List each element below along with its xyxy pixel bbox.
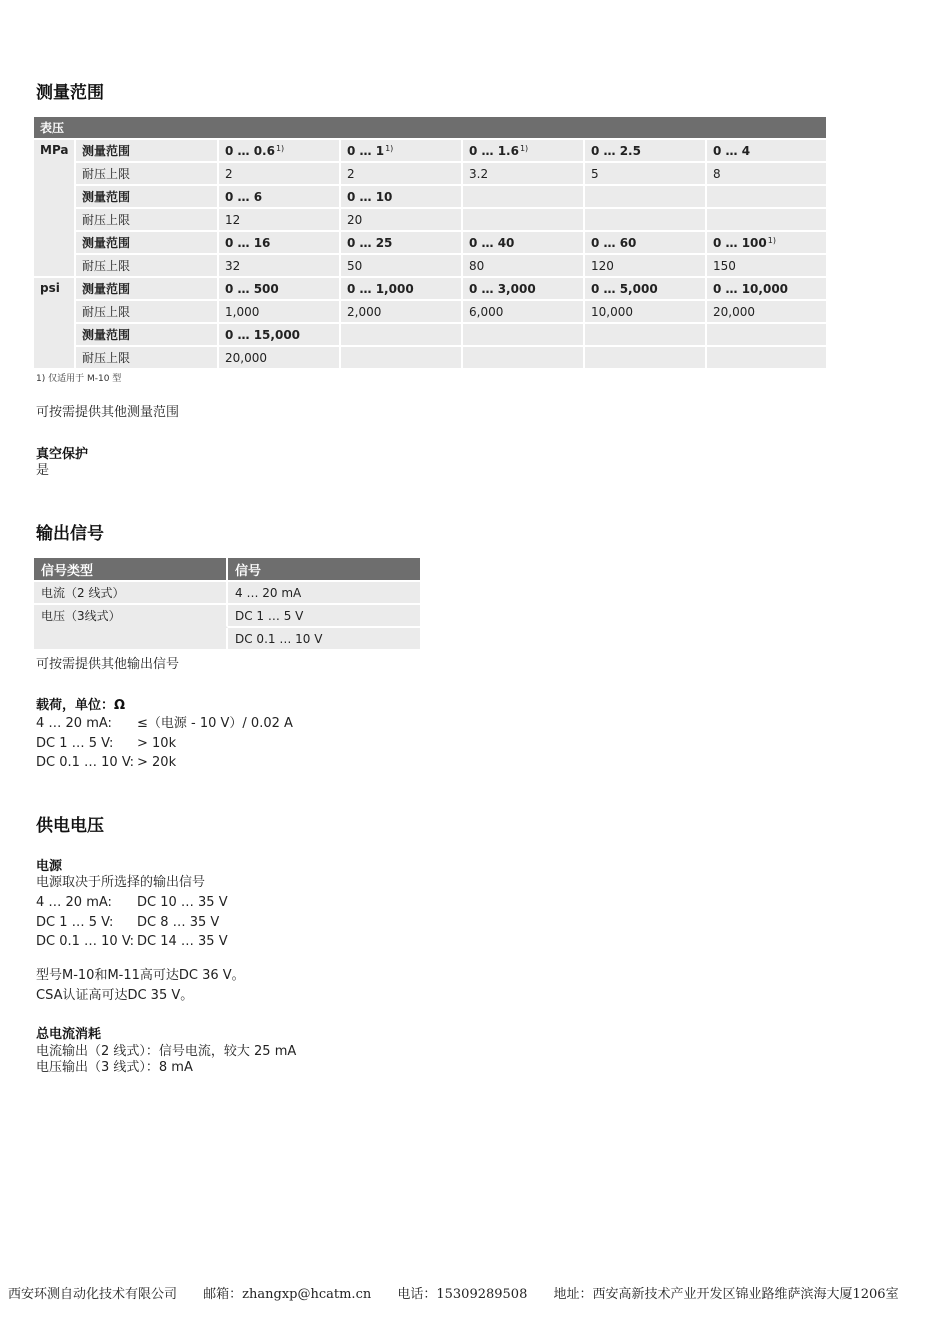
measurement-range-table	[34, 117, 828, 370]
cell-value: 0 … 500	[225, 281, 279, 296]
cell-value: 8	[713, 166, 721, 181]
value-cell	[463, 186, 585, 209]
more-signals-note: 可按需提供其他输出信号	[36, 657, 180, 672]
value-cell	[341, 163, 463, 186]
load-row: DC 0.1 … 10 V: > 20k	[36, 755, 177, 770]
value-cell	[585, 301, 707, 324]
footnote: 1) 仅适用于 M-10 型	[36, 374, 122, 384]
row-label: 耐压上限	[76, 301, 219, 324]
value-cell	[463, 140, 585, 163]
cell-value: 80	[469, 258, 485, 273]
section-title-supply-voltage: 供电电压	[36, 816, 104, 836]
value-cell	[707, 301, 828, 324]
cell-value: 150	[713, 258, 736, 273]
footnote-marker: 1)	[519, 143, 529, 153]
cell-value: 0 … 1	[347, 143, 385, 158]
value-cell	[585, 278, 707, 301]
row-label: 测量范围	[76, 232, 219, 255]
value-cell	[585, 209, 707, 232]
value-cell	[463, 163, 585, 186]
value-cell	[219, 347, 341, 370]
cell-value: 0 … 2.5	[591, 143, 641, 158]
table-row	[34, 163, 828, 186]
cell-value: 0 … 100	[713, 235, 767, 250]
cell-value: 0 … 3,000	[469, 281, 536, 296]
value-cell	[707, 347, 828, 370]
cell-value: 20,000	[713, 304, 755, 319]
load-title: 载荷，单位：Ω	[36, 698, 126, 713]
power-row: DC 0.1 … 10 V: DC 14 … 35 V	[36, 934, 228, 949]
section-title-output-signal: 输出信号	[36, 524, 104, 544]
value-cell	[463, 255, 585, 278]
table-row	[34, 301, 828, 324]
cell-value: 120	[591, 258, 614, 273]
power-description: 电源取决于所选择的输出信号	[36, 875, 206, 890]
cell-value: 0 … 25	[347, 235, 393, 250]
cell-value: 20,000	[225, 350, 267, 365]
row-label: 耐压上限	[76, 347, 219, 370]
value-cell	[341, 232, 463, 255]
cell-value: 12	[225, 212, 241, 227]
value-cell	[219, 209, 341, 232]
row-label: 测量范围	[76, 324, 219, 347]
load-row: DC 1 … 5 V: > 10k	[36, 735, 177, 751]
cell-value: 0 … 1.6	[469, 143, 519, 158]
vacuum-title: 真空保护	[36, 447, 89, 462]
footer-phone: 电话：15309289508	[397, 1287, 528, 1302]
value-cell	[707, 163, 828, 186]
value-cell	[585, 324, 707, 347]
table-row	[34, 140, 828, 163]
current-consumption-line-1: 电流输出（2 线式）：信号电流，较大 25 mA	[36, 1044, 297, 1059]
value-cell	[219, 278, 341, 301]
table-row	[34, 582, 422, 605]
row-label: 测量范围	[76, 186, 219, 209]
unit-cell: psi	[34, 278, 76, 370]
table-header-gauge: 表压	[34, 117, 828, 140]
power-title: 电源	[36, 859, 63, 874]
supply-note-1: 型号M-10和M-11高可达DC 36 V。	[36, 968, 245, 983]
row-label: 耐压上限	[76, 163, 219, 186]
footer-email: 邮箱：zhangxp@hcatm.cn	[203, 1287, 372, 1302]
cell-value: 0 … 0.6	[225, 143, 275, 158]
value-cell	[707, 209, 828, 232]
value-cell	[707, 255, 828, 278]
cell-value: 6,000	[469, 304, 504, 319]
value-cell	[219, 186, 341, 209]
value-cell	[341, 186, 463, 209]
signal-cell: DC 1 … 5 V	[228, 605, 422, 628]
table-row	[34, 628, 422, 651]
value-cell	[463, 232, 585, 255]
cell-value: 0 … 15,000	[225, 327, 301, 342]
signal-type-cell: 电压（3线式）	[34, 605, 228, 628]
value-cell	[585, 186, 707, 209]
value-cell	[219, 140, 341, 163]
value-cell	[585, 347, 707, 370]
vacuum-value: 是	[36, 463, 50, 478]
cell-value: 1,000	[225, 304, 260, 319]
value-cell	[219, 255, 341, 278]
cell-value: 0 … 5,000	[591, 281, 658, 296]
value-cell	[585, 163, 707, 186]
load-list	[36, 714, 293, 773]
value-cell	[341, 347, 463, 370]
footnote-marker: 1)	[385, 143, 394, 153]
value-cell	[585, 255, 707, 278]
value-cell	[707, 278, 828, 301]
value-cell	[463, 209, 585, 232]
value-cell	[707, 186, 828, 209]
power-row: 4 … 20 mA: DC 10 … 35 V	[36, 895, 228, 910]
cell-value: 3.2	[469, 166, 489, 181]
cell-value: 0 … 4	[713, 143, 751, 158]
value-cell	[707, 324, 828, 347]
section-title-measurement-range: 测量范围	[36, 83, 104, 103]
output-signal-table	[34, 558, 422, 651]
signal-type-cell	[34, 628, 228, 651]
cell-value: 0 … 60	[591, 235, 637, 250]
value-cell	[341, 140, 463, 163]
unit-cell: MPa	[34, 140, 76, 278]
row-label: 耐压上限	[76, 255, 219, 278]
footnote-marker: 1)	[275, 143, 285, 153]
cell-value: 0 … 10,000	[713, 281, 789, 296]
value-cell	[341, 278, 463, 301]
value-cell	[219, 163, 341, 186]
current-consumption-line-2: 电压输出（3 线式）：8 mA	[36, 1060, 193, 1075]
table-row	[34, 605, 422, 628]
supply-note-2: CSA认证高可达DC 35 V。	[36, 988, 194, 1003]
table-row	[34, 232, 828, 255]
value-cell	[585, 140, 707, 163]
cell-value: 0 … 40	[469, 235, 515, 250]
footer-address: 地址：西安高新技术产业开发区锦业路维萨滨海大厦1206室	[553, 1287, 899, 1302]
cell-value: 10,000	[591, 304, 633, 319]
value-cell	[219, 232, 341, 255]
table-row	[34, 347, 828, 370]
value-cell	[585, 232, 707, 255]
signal-cell: DC 0.1 … 10 V	[228, 628, 422, 651]
row-label: 测量范围	[76, 140, 219, 163]
signal-cell: 4 … 20 mA	[228, 582, 422, 605]
cell-value: 0 … 10	[347, 189, 393, 204]
cell-value: 32	[225, 258, 241, 273]
load-row: 4 … 20 mA: ≤（电源 - 10 V）/ 0.02 A	[36, 716, 293, 731]
value-cell	[463, 278, 585, 301]
current-consumption-title: 总电流消耗	[36, 1027, 102, 1042]
cell-value: 0 … 1,000	[347, 281, 414, 296]
more-ranges-note: 可按需提供其他测量范围	[36, 405, 180, 420]
cell-value: 0 … 6	[225, 189, 263, 204]
table-row	[34, 255, 828, 278]
cell-value: 2,000	[347, 304, 382, 319]
value-cell	[341, 209, 463, 232]
table-row	[34, 186, 828, 209]
value-cell	[463, 301, 585, 324]
table-row	[34, 278, 828, 301]
cell-value: 0 … 16	[225, 235, 271, 250]
value-cell	[707, 232, 828, 255]
table-row	[34, 209, 828, 232]
footer-company: 西安环测自动化技术有限公司	[8, 1287, 178, 1302]
value-cell	[219, 301, 341, 324]
value-cell	[219, 324, 341, 347]
header-signal-type: 信号类型	[34, 558, 228, 582]
row-label: 耐压上限	[76, 209, 219, 232]
cell-value: 20	[347, 212, 363, 227]
value-cell	[707, 140, 828, 163]
value-cell	[341, 324, 463, 347]
footnote-marker: 1)	[767, 235, 776, 245]
row-label: 测量范围	[76, 278, 219, 301]
cell-value: 50	[347, 258, 363, 273]
table-row	[34, 324, 828, 347]
header-signal: 信号	[228, 558, 422, 582]
cell-value: 5	[591, 166, 599, 181]
value-cell	[463, 324, 585, 347]
power-list	[36, 893, 228, 952]
power-row: DC 1 … 5 V: DC 8 … 35 V	[36, 914, 220, 930]
page-footer	[8, 1283, 899, 1302]
value-cell	[341, 301, 463, 324]
cell-value: 2	[347, 166, 355, 181]
value-cell	[341, 255, 463, 278]
cell-value: 2	[225, 166, 233, 181]
value-cell	[463, 347, 585, 370]
signal-type-cell: 电流（2 线式）	[34, 582, 228, 605]
